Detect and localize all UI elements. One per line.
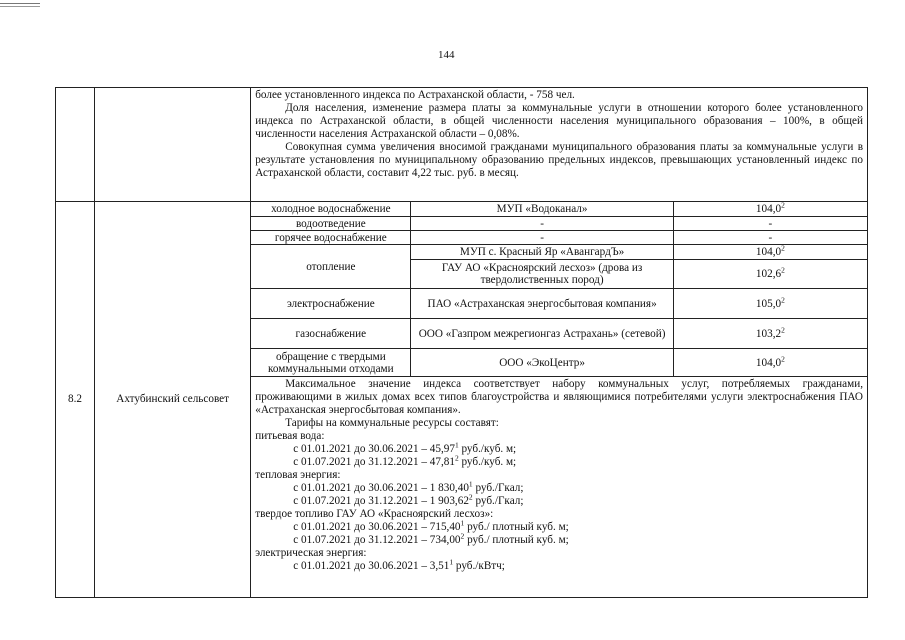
provider-name: МУП с. Красный Яр «АвангардЪ» — [411, 245, 673, 260]
notes-text — [251, 377, 868, 598]
max-index-note: Максимальное значение индекса соответствует набору коммунальных услуг, потребляемых гражданами, проживающими в жилых домах всех типов благоустройства и являющимися потребителями услуги электроснабжения ПАО «Астраханская энергосбытовая компания». — [255, 378, 863, 416]
provider-name: ООО «ЭкоЦентр» — [411, 349, 673, 377]
index-value: 104,0$^2$ — [673, 202, 867, 217]
intro-row — [56, 88, 868, 202]
tariff-line: с 01.07.2021 до 31.12.2021 – 734,00$^2$ руб./ плотный куб. м; — [293, 531, 569, 546]
service-name: обращение с твердыми коммунальными отходами — [251, 349, 411, 377]
cell-num-empty — [56, 88, 95, 202]
service-name: газоснабжение — [251, 319, 411, 349]
index-value: 104,0$^2$ — [673, 245, 867, 260]
scan-mark-line — [0, 6, 40, 7]
provider-name: - — [411, 217, 673, 231]
tariff-line: с 01.01.2021 до 30.06.2021 – 715,40$^1$ руб./ плотный куб. м; — [293, 518, 569, 533]
heat-title: тепловая энергия: — [255, 469, 341, 481]
service-name: электроснабжение — [251, 289, 411, 319]
provider-name: - — [411, 231, 673, 245]
tariffs-title: Тарифы на коммунальные ресурсы составят: — [285, 417, 499, 429]
index-value: 105,0$^2$ — [673, 289, 867, 319]
municipality-name: Ахтубинский сельсовет — [95, 202, 251, 598]
intro-line0: более установленного индекса по Астраханской области, - 758 чел. — [255, 89, 575, 101]
elec-title: электрическая энергия: — [255, 547, 367, 559]
index-value: - — [673, 217, 867, 231]
indices-table — [55, 87, 868, 598]
provider-name: ООО «Газпром межрегионгаз Астрахань» (сетевой) — [411, 319, 673, 349]
tariff-line: с 01.01.2021 до 30.06.2021 – 45,97$^1$ руб./куб. м; — [293, 440, 517, 455]
provider-name: ГАУ АО «Красноярский лесхоз» (дрова из твердолиственных пород) — [411, 260, 673, 289]
index-value: 103,2$^2$ — [673, 319, 867, 349]
water-title: питьевая вода: — [255, 430, 325, 442]
fuel-title: твердое топливо ГАУ АО «Красноярский лесхоз»: — [255, 508, 494, 520]
provider-name: ПАО «Астраханская энергосбытовая компания» — [411, 289, 673, 319]
service-name: холодное водоснабжение — [251, 202, 411, 217]
index-value: 102,6$^2$ — [673, 260, 867, 289]
intro-para2: Совокупная сумма увеличения вносимой гражданами муниципального образования платы за коммунальные услуги в результате установления по муниципальному образованию предельных индексов, превышающих установленный индекс по Астраханской области, составит 4,22 тыс. руб. в месяц. — [255, 141, 863, 179]
service-name: отопление — [251, 245, 411, 289]
intro-text — [251, 88, 868, 202]
page-number: 144 — [438, 49, 455, 61]
table-row — [56, 202, 868, 217]
tariff-line: с 01.01.2021 до 30.06.2021 – 3,51$^1$ руб./кВтч; — [293, 557, 505, 572]
service-name: горячее водоснабжение — [251, 231, 411, 245]
service-name: водоотведение — [251, 217, 411, 231]
intro-para1: Доля населения, изменение размера платы за коммунальные услуги в отношении которого более установленного индекса по Астраханской области, в общей численности населения муниципального образования – 100%, в общей численности населения Астраханской области – 0,08%. — [255, 102, 863, 140]
index-value: 104,0$^2$ — [673, 349, 867, 377]
tariff-line: с 01.07.2021 до 31.12.2021 – 1 903,62$^2$ руб./Гкал; — [293, 492, 524, 507]
scan-mark-line — [0, 3, 40, 4]
provider-name: МУП «Водоканал» — [411, 202, 673, 217]
row-number: 8.2 — [56, 202, 95, 598]
tariff-line: с 01.07.2021 до 31.12.2021 – 47,81$^2$ руб./куб. м; — [293, 453, 517, 468]
tariff-line: с 01.01.2021 до 30.06.2021 – 1 830,40$^1$ руб./Гкал; — [293, 479, 524, 494]
cell-name-empty — [95, 88, 251, 202]
index-value: - — [673, 231, 867, 245]
